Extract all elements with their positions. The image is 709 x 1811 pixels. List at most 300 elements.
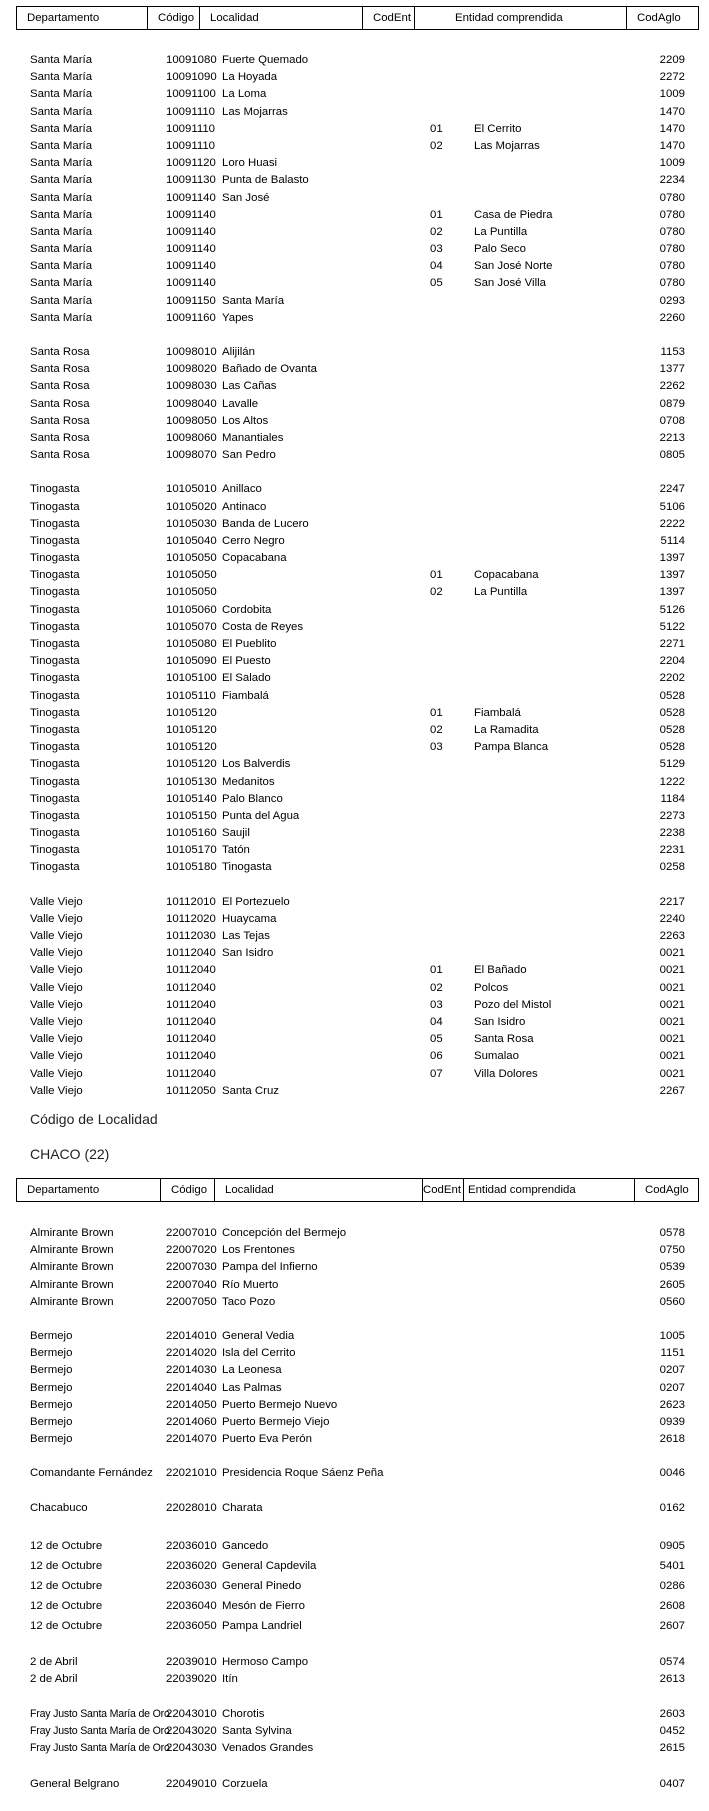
- row-group: [0, 1465, 709, 1482]
- row-group: [0, 344, 709, 464]
- cell-localidad: Los Balverdis: [222, 758, 291, 771]
- cell-codaglo: 1184: [660, 792, 685, 805]
- cell-codaglo: 2231: [659, 844, 685, 857]
- cell-codaglo: 1153: [660, 346, 685, 358]
- cell-departamento: Tinogasta: [30, 723, 80, 736]
- cell-departamento: Tinogasta: [30, 552, 80, 565]
- cell-departamento: Santa María: [30, 208, 93, 221]
- cell-codent: 04: [430, 1015, 443, 1028]
- cell-codaglo: 0407: [659, 1777, 685, 1790]
- cell-departamento: 2 de Abril: [30, 1672, 78, 1685]
- cell-codaglo: 0905: [659, 1539, 685, 1552]
- table-row: [0, 258, 709, 275]
- cell-codaglo: 5401: [659, 1559, 685, 1572]
- cell-codigo: 10105170: [166, 844, 217, 857]
- cell-departamento: Chacabuco: [30, 1502, 88, 1515]
- table-row: [0, 413, 709, 430]
- cell-localidad: Itín: [222, 1672, 238, 1685]
- table-row: [0, 842, 709, 859]
- cell-codaglo: 2209: [659, 54, 685, 66]
- cell-codaglo: 1009: [659, 88, 685, 101]
- cell-entidad: Santa Rosa: [474, 1033, 534, 1046]
- header-departamento: Departamento: [17, 7, 148, 30]
- table-row: [0, 138, 709, 155]
- cell-codigo: 22036050: [166, 1619, 217, 1632]
- table-row: [0, 705, 709, 722]
- cell-departamento: Santa Rosa: [30, 363, 90, 376]
- cell-localidad: La Hoyada: [222, 71, 278, 84]
- cell-localidad: Punta del Agua: [222, 809, 300, 822]
- cell-codaglo: 2213: [659, 431, 685, 444]
- table-row: [0, 602, 709, 619]
- cell-codigo: 22014040: [166, 1381, 217, 1394]
- cell-codigo: 22014020: [166, 1347, 217, 1360]
- cell-codigo: 10091110: [166, 122, 215, 135]
- cell-codaglo: 0805: [659, 449, 685, 462]
- cell-departamento: Valle Viejo: [30, 1015, 83, 1028]
- cell-departamento: Santa Rosa: [30, 346, 90, 358]
- cell-departamento: Tinogasta: [30, 483, 80, 496]
- cell-departamento: 12 de Octubre: [30, 1579, 103, 1592]
- header-departamento: Departamento: [17, 1179, 161, 1202]
- cell-codent: 07: [430, 1067, 443, 1080]
- cell-codigo: 22049010: [166, 1777, 217, 1790]
- table-row: [0, 1345, 709, 1362]
- cell-entidad: Pozo del Mistol: [474, 998, 552, 1011]
- cell-departamento: Tinogasta: [30, 758, 80, 771]
- header-codigo: Código: [161, 1179, 215, 1202]
- cell-departamento: Tinogasta: [30, 792, 80, 805]
- cell-localidad: Puerto Bermejo Nuevo: [222, 1398, 338, 1411]
- table-row: [0, 1723, 709, 1740]
- cell-codaglo: 0750: [659, 1244, 685, 1257]
- cell-codaglo: 0286: [659, 1579, 685, 1592]
- cell-codent: 01: [430, 964, 443, 977]
- cell-codigo: 22043020: [166, 1725, 217, 1738]
- cell-departamento: Tinogasta: [30, 569, 80, 582]
- cell-codigo: 10105110: [166, 689, 216, 702]
- table-row: [0, 1362, 709, 1379]
- cell-departamento: Valle Viejo: [30, 1033, 83, 1046]
- cell-entidad: El Cerrito: [474, 122, 522, 135]
- row-group: [0, 894, 709, 1100]
- cell-codent: 03: [430, 243, 443, 256]
- table-row: [0, 584, 709, 601]
- cell-departamento: Santa María: [30, 122, 93, 135]
- cell-codigo: 10105180: [166, 861, 217, 874]
- cell-codaglo: 0021: [659, 1050, 685, 1063]
- cell-codigo: 10105080: [166, 638, 217, 650]
- cell-departamento: Santa Rosa: [30, 414, 90, 427]
- table-row: [0, 791, 709, 808]
- cell-localidad: Santa Sylvina: [222, 1725, 292, 1738]
- cell-codaglo: 1397: [659, 552, 685, 565]
- cell-codaglo: 0528: [659, 741, 685, 754]
- row-group: [0, 1225, 709, 1311]
- cell-localidad: General Vedia: [222, 1329, 295, 1342]
- cell-codigo: 22007020: [166, 1244, 217, 1257]
- cell-codaglo: 0528: [659, 689, 685, 702]
- table-row: [0, 997, 709, 1014]
- cell-departamento: Valle Viejo: [30, 964, 83, 977]
- cell-codigo: 10091140: [166, 277, 216, 290]
- table-row: [0, 1083, 709, 1100]
- cell-departamento: Tinogasta: [30, 620, 80, 633]
- cell-departamento: Tinogasta: [30, 672, 80, 685]
- cell-codigo: 10105060: [166, 603, 217, 616]
- table-row: [0, 1048, 709, 1065]
- cell-codigo: 22007030: [166, 1261, 217, 1274]
- cell-localidad: El Pueblito: [222, 638, 277, 650]
- cell-localidad: La Loma: [222, 88, 267, 101]
- cell-codent: 03: [430, 998, 443, 1011]
- top-table-body: [0, 52, 709, 1117]
- header-entidad: Entidad comprendida: [464, 1179, 635, 1202]
- cell-codigo: 10091150: [166, 294, 216, 307]
- cell-departamento: Tinogasta: [30, 827, 80, 840]
- cell-codigo: 10098030: [166, 380, 217, 393]
- cell-localidad: Charata: [222, 1502, 263, 1515]
- cell-codaglo: 2605: [659, 1278, 685, 1291]
- cell-codaglo: 2615: [659, 1742, 685, 1755]
- cell-localidad: Presidencia Roque Sáenz Peña: [222, 1467, 384, 1480]
- cell-departamento: Santa Rosa: [30, 449, 90, 462]
- cell-localidad: El Portezuelo: [222, 895, 290, 908]
- cell-departamento: 2 de Abril: [30, 1655, 78, 1668]
- table-row: [0, 499, 709, 516]
- table-row: [0, 1740, 709, 1757]
- cell-departamento: Valle Viejo: [30, 930, 83, 942]
- cell-entidad: Palo Seco: [474, 243, 526, 256]
- table-row: [0, 310, 709, 327]
- cell-codigo: 10112020: [166, 912, 216, 925]
- cell-localidad: El Puesto: [222, 655, 271, 668]
- cell-localidad: Huaycama: [222, 912, 277, 925]
- cell-localidad: Fiambalá: [222, 689, 269, 702]
- cell-codaglo: 2618: [659, 1433, 685, 1446]
- cell-departamento: Santa María: [30, 54, 93, 66]
- cell-codigo: 10098020: [166, 363, 217, 376]
- row-group: [0, 1654, 709, 1688]
- cell-codigo: 10098040: [166, 397, 217, 410]
- cell-codent: 02: [430, 981, 443, 994]
- cell-codaglo: 0293: [659, 294, 685, 307]
- row-group: [0, 1536, 709, 1636]
- cell-entidad: San Isidro: [474, 1015, 526, 1028]
- cell-departamento: Valle Viejo: [30, 1050, 83, 1063]
- cell-departamento: Valle Viejo: [30, 947, 83, 960]
- cell-codigo: 10112030: [166, 930, 216, 942]
- cell-localidad: Banda de Lucero: [222, 517, 309, 530]
- cell-entidad: La Puntilla: [474, 586, 528, 599]
- table-row: [0, 653, 709, 670]
- header-localidad: Localidad: [200, 7, 363, 30]
- cell-codent: 01: [430, 706, 443, 719]
- cell-localidad: Los Frentones: [222, 1244, 295, 1257]
- cell-codaglo: 0708: [659, 414, 685, 427]
- cell-localidad: Copacabana: [222, 552, 287, 565]
- cell-departamento: Santa María: [30, 174, 93, 187]
- cell-localidad: Los Altos: [222, 414, 269, 427]
- top-table-header: [16, 6, 699, 30]
- cell-codigo: 22014010: [166, 1329, 217, 1342]
- cell-codigo: 10105030: [166, 517, 217, 530]
- cell-codaglo: 1470: [659, 139, 685, 152]
- cell-codigo: 10105040: [166, 534, 217, 547]
- cell-codaglo: 0780: [659, 243, 685, 256]
- cell-localidad: Costa de Reyes: [222, 620, 304, 633]
- cell-entidad: San José Villa: [474, 277, 546, 290]
- cell-codaglo: 2262: [659, 380, 685, 393]
- cell-departamento: Tinogasta: [30, 844, 80, 857]
- cell-localidad: Fuerte Quemado: [222, 54, 309, 66]
- table-row: [0, 516, 709, 533]
- cell-localidad: Pampa Landriel: [222, 1619, 302, 1632]
- cell-localidad: Las Tejas: [222, 930, 270, 942]
- cell-codigo: 10105140: [166, 792, 217, 805]
- table-row: [0, 1556, 709, 1576]
- cell-codaglo: 0021: [659, 947, 685, 960]
- cell-localidad: San Isidro: [222, 947, 274, 960]
- cell-codigo: 10105100: [166, 672, 217, 685]
- table-row: [0, 722, 709, 739]
- cell-departamento: Santa María: [30, 139, 93, 152]
- cell-localidad: Taco Pozo: [222, 1295, 276, 1308]
- cell-codaglo: 0528: [659, 706, 685, 719]
- table-row: [0, 928, 709, 945]
- cell-localidad: Gancedo: [222, 1539, 269, 1552]
- cell-localidad: Tinogasta: [222, 861, 272, 874]
- table-row: [0, 550, 709, 567]
- cell-codigo: 22036040: [166, 1599, 217, 1612]
- cell-departamento: Valle Viejo: [30, 1084, 83, 1097]
- cell-entidad: Pampa Blanca: [474, 741, 549, 754]
- cell-codaglo: 1005: [659, 1329, 685, 1342]
- cell-codaglo: 1151: [660, 1347, 685, 1360]
- cell-codigo: 10105050: [166, 552, 217, 565]
- cell-codaglo: 0780: [659, 277, 685, 290]
- cell-codent: 01: [430, 569, 443, 582]
- cell-codent: 06: [430, 1050, 443, 1063]
- table-row: [0, 293, 709, 310]
- cell-departamento: Santa Rosa: [30, 397, 90, 410]
- table-row: [0, 825, 709, 842]
- table-row: [0, 808, 709, 825]
- cell-departamento: 12 de Octubre: [30, 1619, 103, 1632]
- table-row: [0, 1654, 709, 1671]
- cell-codigo: 22007050: [166, 1295, 217, 1308]
- cell-codigo: 10112040: [166, 1033, 216, 1046]
- cell-codaglo: 0528: [659, 723, 685, 736]
- cell-codaglo: 2238: [659, 827, 685, 840]
- table-row: [0, 1328, 709, 1345]
- cell-codaglo: 0046: [659, 1467, 685, 1480]
- table-row: [0, 69, 709, 86]
- cell-codaglo: 2273: [659, 809, 685, 822]
- cell-codigo: 22021010: [166, 1467, 217, 1480]
- cell-codaglo: 2222: [659, 517, 685, 530]
- table-row: [0, 911, 709, 928]
- cell-codaglo: 2247: [659, 483, 685, 496]
- cell-codaglo: 2217: [659, 895, 685, 908]
- cell-localidad: Hermoso Campo: [222, 1655, 309, 1668]
- cell-departamento: Tinogasta: [30, 638, 80, 650]
- cell-departamento: Bermejo: [30, 1364, 73, 1377]
- cell-codaglo: 0162: [659, 1502, 685, 1515]
- cell-departamento: Almirante Brown: [30, 1261, 114, 1274]
- cell-departamento: Bermejo: [30, 1381, 73, 1394]
- cell-departamento: Santa María: [30, 260, 93, 273]
- table-row: [0, 1465, 709, 1482]
- cell-codaglo: 1470: [659, 122, 685, 135]
- row-group: [0, 1776, 709, 1793]
- cell-codigo: 10098070: [166, 449, 217, 462]
- cell-departamento: Tinogasta: [30, 741, 80, 754]
- cell-codigo: 10105160: [166, 827, 217, 840]
- cell-codigo: 22014030: [166, 1364, 217, 1377]
- cell-departamento: Santa Rosa: [30, 431, 90, 444]
- table-row: [0, 1431, 709, 1448]
- table-row: [0, 1242, 709, 1259]
- section-heading: Código de Localidad: [30, 1111, 158, 1127]
- table-row: [0, 121, 709, 138]
- cell-entidad: Polcos: [474, 981, 509, 994]
- cell-departamento: 12 de Octubre: [30, 1559, 103, 1572]
- cell-localidad: Santa Cruz: [222, 1084, 279, 1097]
- cell-localidad: Cerro Negro: [222, 534, 285, 547]
- cell-codaglo: 0452: [659, 1725, 685, 1738]
- table-row: [0, 275, 709, 292]
- table-row: [0, 980, 709, 997]
- cell-codaglo: 5106: [659, 500, 685, 513]
- cell-codaglo: 0939: [659, 1415, 685, 1428]
- table-row: [0, 859, 709, 876]
- cell-codigo: 10091080: [166, 54, 217, 66]
- cell-codent: 02: [430, 225, 443, 238]
- cell-codaglo: 0207: [659, 1381, 685, 1394]
- cell-codaglo: 0021: [659, 964, 685, 977]
- cell-codigo: 22028010: [166, 1502, 217, 1515]
- table-row: [0, 86, 709, 103]
- cell-codent: 01: [430, 122, 443, 135]
- cell-codigo: 10091140: [166, 208, 216, 221]
- table-row: [0, 739, 709, 756]
- table-row: [0, 1706, 709, 1723]
- cell-codaglo: 2234: [659, 174, 685, 187]
- cell-departamento: Almirante Brown: [30, 1278, 114, 1291]
- cell-codigo: 10091130: [166, 174, 216, 187]
- cell-codaglo: 1397: [659, 569, 685, 582]
- table-row: [0, 1397, 709, 1414]
- table-row: [0, 1536, 709, 1556]
- cell-departamento: Tinogasta: [30, 689, 80, 702]
- table-row: [0, 1414, 709, 1431]
- table-row: [0, 104, 709, 121]
- cell-localidad: Bañado de Ovanta: [222, 363, 317, 376]
- cell-codent: 01: [430, 208, 443, 221]
- cell-entidad: Sumalao: [474, 1050, 519, 1063]
- cell-codaglo: 0021: [659, 1015, 685, 1028]
- cell-codigo: 10091140: [166, 243, 216, 256]
- row-group: [0, 52, 709, 327]
- cell-departamento: Tinogasta: [30, 861, 80, 874]
- cell-codigo: 10105020: [166, 500, 217, 513]
- cell-localidad: Las Mojarras: [222, 105, 288, 118]
- row-group: [0, 481, 709, 876]
- table-row: [0, 619, 709, 636]
- cell-codaglo: 5126: [659, 603, 685, 616]
- cell-codaglo: 2260: [659, 311, 685, 324]
- cell-localidad: Puerto Eva Perón: [222, 1433, 312, 1446]
- cell-codigo: 22039020: [166, 1672, 217, 1685]
- cell-localidad: General Pinedo: [222, 1579, 302, 1592]
- cell-codaglo: 0021: [659, 1067, 685, 1080]
- cell-departamento: Valle Viejo: [30, 895, 83, 908]
- table-row: [0, 190, 709, 207]
- cell-codaglo: 1397: [659, 586, 685, 599]
- header-codaglo: CodAglo: [627, 7, 699, 30]
- cell-departamento: Almirante Brown: [30, 1227, 114, 1239]
- cell-localidad: Lavalle: [222, 397, 259, 410]
- cell-codaglo: 2240: [659, 912, 685, 925]
- table-row: [0, 1225, 709, 1242]
- cell-entidad: Villa Dolores: [474, 1067, 538, 1080]
- cell-codaglo: 0879: [659, 397, 685, 410]
- cell-codigo: 10105120: [166, 758, 217, 771]
- cell-departamento: Santa María: [30, 88, 93, 101]
- cell-codaglo: 0021: [659, 998, 685, 1011]
- cell-departamento: General Belgrano: [30, 1777, 120, 1790]
- cell-departamento: Tinogasta: [30, 534, 80, 547]
- cell-codigo: 10091120: [166, 157, 216, 170]
- cell-codigo: 10098060: [166, 431, 217, 444]
- row-group: [0, 1500, 709, 1517]
- cell-departamento: Comandante Fernández: [30, 1467, 153, 1480]
- table-row: [0, 224, 709, 241]
- cell-codigo: 22014050: [166, 1398, 217, 1411]
- cell-codent: 02: [430, 723, 443, 736]
- cell-localidad: Río Muerto: [222, 1278, 279, 1291]
- cell-codigo: 10091110: [166, 105, 215, 118]
- cell-codigo: 10091110: [166, 139, 215, 152]
- cell-departamento: Tinogasta: [30, 706, 80, 719]
- cell-codigo: 22039010: [166, 1655, 217, 1668]
- header-codaglo: CodAglo: [635, 1179, 699, 1202]
- header-codigo: Código: [148, 7, 200, 30]
- cell-codaglo: 2204: [659, 655, 685, 668]
- cell-codigo: 22043030: [166, 1742, 217, 1755]
- cell-localidad: Las Cañas: [222, 380, 277, 393]
- cell-entidad: El Bañado: [474, 964, 527, 977]
- cell-departamento: Tinogasta: [30, 809, 80, 822]
- cell-codigo: 10098010: [166, 346, 217, 358]
- table-row: [0, 155, 709, 172]
- cell-departamento: Santa María: [30, 157, 93, 170]
- cell-departamento: Tinogasta: [30, 655, 80, 668]
- cell-localidad: Palo Blanco: [222, 792, 283, 805]
- province-heading: CHACO (22): [30, 1146, 110, 1162]
- cell-codigo: 10105130: [166, 775, 217, 788]
- cell-entidad: San José Norte: [474, 260, 553, 273]
- cell-codigo: 10091140: [166, 225, 216, 238]
- cell-entidad: Fiambalá: [474, 706, 521, 719]
- table-row: [0, 1596, 709, 1616]
- cell-codent: 05: [430, 1033, 443, 1046]
- cell-codigo: 10112040: [166, 1015, 216, 1028]
- cell-codaglo: 0780: [659, 208, 685, 221]
- cell-localidad: Medanitos: [222, 775, 275, 788]
- cell-codaglo: 2271: [659, 638, 685, 650]
